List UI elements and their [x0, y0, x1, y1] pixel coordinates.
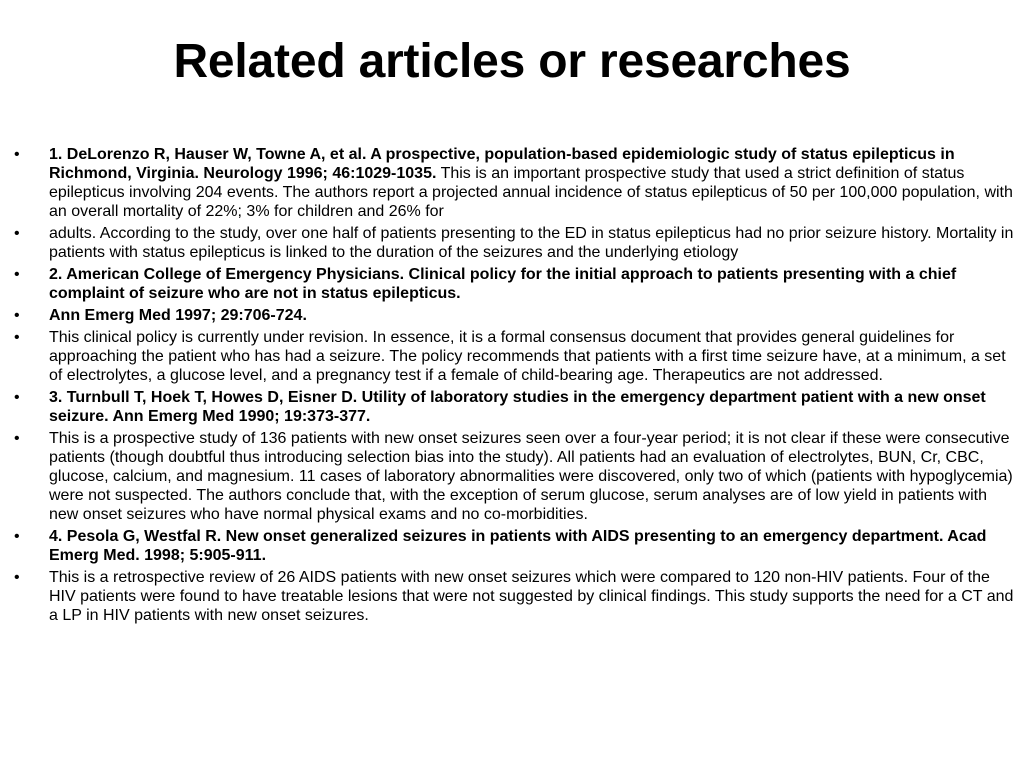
- summary-text: adults. According to the study, over one half of patients presenting to the ED in status epilepticus had no prior seizure history. Mortality in patients with status epilepticus is linked to the duration of the seizures and the underlying etiology: [49, 225, 1014, 261]
- list-item: [14, 224, 1014, 262]
- bullet-icon: •: [14, 225, 20, 242]
- slide-title: Related articles or researches: [173, 35, 851, 88]
- list-item: [14, 429, 1014, 524]
- citation-text: 1. DeLorenzo R, Hauser W, Towne A, et al. A prospective, population-based epidemiologic study of status epilepticus in Richmond, Virginia. Neurology 1996; 46:1029-1035.: [49, 146, 955, 182]
- citation-text: Ann Emerg Med 1997; 29:706-724.: [49, 307, 307, 324]
- summary-text: This clinical policy is currently under revision. In essence, it is a formal consensus document that provides general guidelines for approaching the patient who has had a seizure. The policy recommends that patients with a first time seizure have, at a minimum, a set of electrolytes, a glucose level, and a pregnancy test if a female of child-bearing age. Therapeutics are not addressed.: [49, 329, 1006, 384]
- list-item: [14, 527, 1014, 565]
- list-item: [14, 388, 1014, 426]
- bullet-icon: •: [14, 266, 20, 283]
- bullet-icon: •: [14, 307, 20, 324]
- summary-text: This is a prospective study of 136 patients with new onset seizures seen over a four-year period; it is not clear if these were consecutive patients (though doubtful thus introducing selection bias into the study). All patients had an evaluation of electrolytes, BUN, Cr, CBC, glucose, calcium, and magnesium. 11 cases of laboratory abnormalities were discovered, only two of which (patients with hypoglycemia) were not suspected. The authors conclude that, with the exception of serum glucose, serum analyses are of low yield in patients with new onset seizures who have normal physical exams and no co-morbidities.: [49, 430, 1013, 523]
- bullet-icon: •: [14, 430, 20, 447]
- list-item: [14, 265, 1014, 303]
- citation-text: 3. Turnbull T, Hoek T, Howes D, Eisner D. Utility of laboratory studies in the emergency department patient with a new onset seizure. Ann Emerg Med 1990; 19:373-377.: [49, 389, 986, 425]
- list-item: [14, 568, 1014, 625]
- references-list: [14, 145, 1014, 628]
- bullet-icon: •: [14, 528, 20, 545]
- bullet-icon: •: [14, 569, 20, 586]
- citation-text: 2. American College of Emergency Physicians. Clinical policy for the initial approach to patients presenting with a chief complaint of seizure who are not in status epilepticus.: [49, 266, 957, 302]
- bullet-icon: •: [14, 146, 20, 163]
- bullet-icon: •: [14, 389, 20, 406]
- list-item: [14, 328, 1014, 385]
- bullet-icon: •: [14, 329, 20, 346]
- list-item: [14, 306, 1014, 325]
- summary-text: This is an important prospective study that used a strict definition of status epilepticus involving 204 events. The authors report a projected annual incidence of status epilepticus of 50 per 100,000 population, with an overall mortality of 22%; 3% for children and 26% for: [49, 165, 1013, 220]
- list-item: [14, 145, 1014, 221]
- citation-text: 4. Pesola G, Westfal R. New onset generalized seizures in patients with AIDS presenting to an emergency department. Acad Emerg Med. 1998; 5:905-911.: [49, 528, 987, 564]
- summary-text: This is a retrospective review of 26 AIDS patients with new onset seizures which were compared to 120 non-HIV patients. Four of the HIV patients were found to have treatable lesions that were not suggested by clinical findings. This study supports the need for a CT and a LP in HIV patients with new onset seizures.: [49, 569, 1014, 624]
